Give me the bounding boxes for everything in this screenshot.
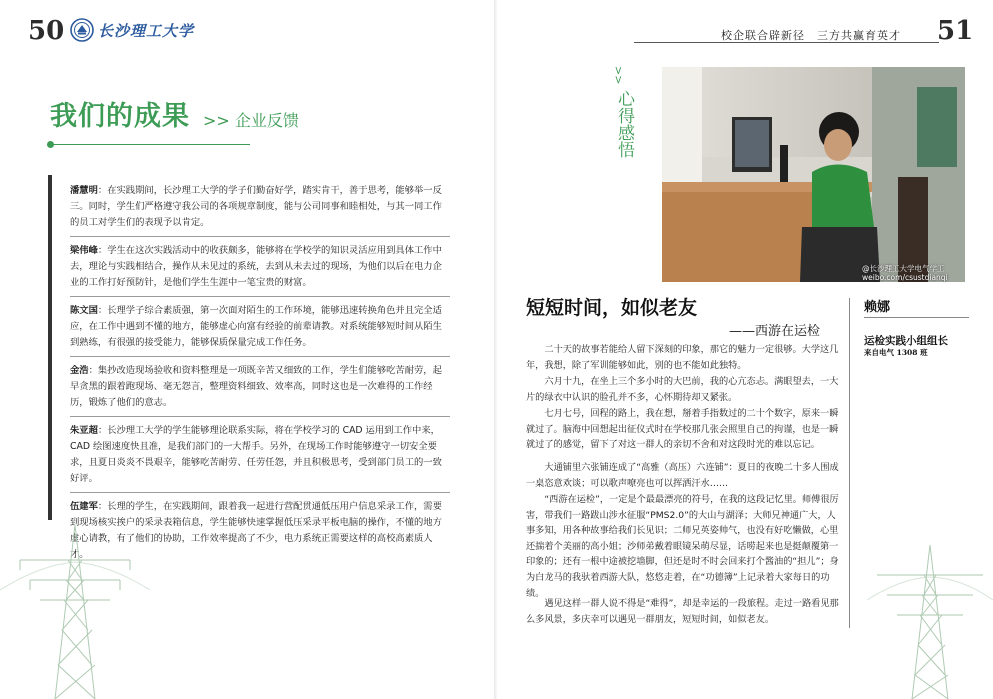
photo-watermark-line2: weibo.com/csustdianqi [862,273,948,282]
feedback-text: ：集抄改造现场验收和资料整理是一项既辛苦又细致的工作，学生们能够吃苦耐劳，起早贪黑的跟着跑现场、毫无怨言，整理资料细致、效率高，同时这也是一次难得的工作经历，锻炼了他们的意志。 [70,365,442,408]
title-underline [50,144,250,145]
author-role: 运检实践小组组长 [864,335,948,347]
student-photo [662,67,965,282]
feedback-item [70,243,450,291]
story-subtitle: ——西游在运检 [729,324,821,339]
page-number-right: 51 [937,16,974,46]
feedback-divider [70,296,450,297]
author-name: 赖娜 [864,300,891,315]
right-page [497,0,993,699]
author-class: 来自电气 1308 班 [864,348,928,357]
story-paragraph: 遇见这样一群人说不得是“难得”，却是幸运的一段旅程。走过一路看见那么多风景，多庆幸可以遇见一群朋友，短短时间，如似老友。 [526,598,839,625]
section-label-vertical [613,66,635,158]
feedback-accent-bar [48,175,52,520]
feedback-name: 伍建军 [70,501,98,512]
column-divider [849,298,850,628]
page-title: 我们的成果 [50,101,190,132]
page-number-left: 50 [28,16,65,46]
story-paragraph: 六月十九，在坐上三个多小时的大巴前，我的心亢态忐。满眼望去，一大片的绿衣中认识的脸孔并不多，心怀期待却又紧张。 [526,376,839,403]
feedback-text: ：长沙理工大学的学生能够理论联系实际，将在学校学习的 CAD 运用到工作中来，CAD 绘图速度快且准，是我们部门的一大帮手。另外，在现场工作时能够遵守一切安全要求，且夏日炎炎不畏艰辛，能够吃苦耐劳、任劳任怨，并且积极思考，受到部门员工的一致好评。 [70,425,442,484]
photo-watermark [862,264,948,282]
feedback-item [70,423,450,487]
section-chevrons: >> [612,66,625,85]
feedback-text: ：长理学子综合素质强，第一次面对陌生的工作环境，能够迅速转换角色并且完全适应，在工作中遇到不懂的地方，能够虚心向富有经验的前辈请教。对系统能够短时间从陌生到熟练，有很强的接受能力，能够保质保量完成工作任务。 [70,305,442,348]
feedback-name: 陈文国 [70,305,98,316]
story-paragraph: “西游在运检”，一定是个最最漂亮的符号，在我的这段记忆里。师傅很厉害，带我们一路跋山涉水征服“PMS2.0”的大山与湖泽；大师兄神通广大，人事多知，用各种故事给我们长见识；二师兄英姿帅气，也没有好吃懒做，心里还揣着个美丽的高小姐；沙师弟戴着眼镜呆萌尽显，话唠起来也是挺颠覆第一印象的；还有一根中途被挖墙脚，但还是时不时会回来打个酱油的“担儿”；身为白龙马的我驮着西游大队，悠悠走着，在“功德簿”上记录着大家每日的功绩。 [526,494,839,599]
feedback-name: 朱亚超 [70,425,98,436]
university-logo [70,18,194,42]
feedback-divider [70,416,450,417]
university-seal-icon [70,18,94,42]
office-scene-photo [662,67,965,282]
photo-watermark-line1: @长沙理工大学电气学工 [862,264,945,273]
feedback-divider [70,356,450,357]
power-tower-icon [867,540,993,699]
feedback-text: ：在实践期间，长沙理工大学的学子们勤奋好学，踏实肯干，善于思考，能够举一反三。同时，学生们严格遵守我公司的各项规章制度，能与公司同事和睦相处，与其一同工作的员工对学生们的表现予以肯定。 [70,185,442,228]
feedback-item [70,303,450,351]
left-page [0,0,496,699]
story-paragraph: 二十天的故事若能给人留下深刻的印象，那它的魅力一定很够。大学这几年，我想，除了军训能够如此，别的也不能如此独特。 [526,344,839,371]
feedback-divider [70,492,450,493]
story-title: 短短时间，如似老友 [526,297,698,319]
story-paragraph: 七月七号，回程的路上，我在想，掰着手指数过的二十个数字，原来一瞬就过了。脑海中回想起出征仪式时在学校那几张会照里自己的拘谨，也是一瞬就过了的感觉，留下了对这一群人的亲切不舍和对这段时光的难以忘记。 [526,408,839,451]
feedback-text: ：长理的学生，在实践期间，跟着我一起进行营配贯通低压用户信息采录工作，需要到现场核实挨户的采录表箱信息，学生能够快速掌握低压采录平板电脑的操作，不懂的地方虚心请教，有了他们的协助，工作效率提高了不少，电力系统正需要这样的高校高素质人才。 [70,501,442,560]
section-label: 心得感悟 [614,90,634,159]
page-header: 校企联合辟新径 三方共赢育英才 [721,29,901,42]
feedback-divider [70,236,450,237]
feedback-item [70,183,450,231]
feedback-name: 潘慧明 [70,185,98,196]
feedback-name: 金浩 [70,365,89,376]
power-tower-icon [0,520,150,699]
page-subtitle: >> 企业反馈 [203,111,299,130]
feedback-name: 梁伟峰 [70,245,98,256]
logo-text: 长沙理工大学 [98,21,195,40]
feedback-text: ：学生在这次实践活动中的收获颇多，能够将在学校学的知识灵活应用到具体工作中去，理论与实践相结合，操作从未见过的系统，去到从未去过的现场，为他们以后在电力企业的工作打好预防针，是他们学生生涯中一笔宝贵的财富。 [70,245,442,288]
feedback-item [70,363,450,411]
author-rule [864,317,969,318]
header-rule [634,42,939,43]
story-paragraph: 大通铺里六张铺连成了“高雅（高压）六连铺”：夏日的夜晚二十多人围成一桌恣意欢谈；可以歌声嘹亮也可以挥洒汗水…… [526,462,839,489]
